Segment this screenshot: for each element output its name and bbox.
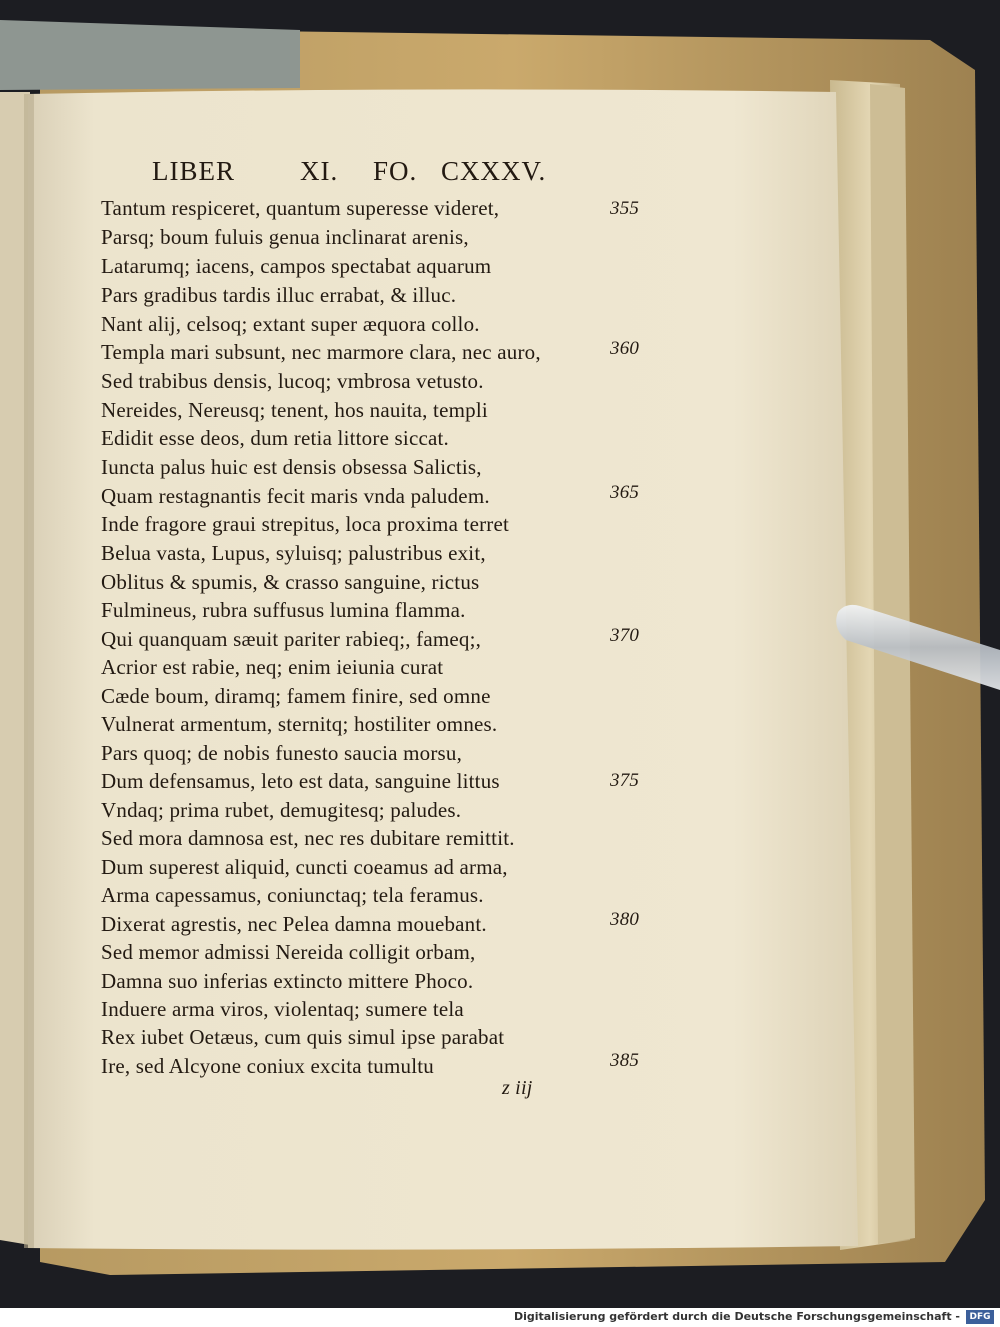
verse-line: Latarumq; iacens, campos spectabat aquarum xyxy=(101,254,492,278)
verse-line: Sed mora damnosa est, nec res dubitare remittit. xyxy=(101,826,515,850)
dfg-logo: DFG xyxy=(966,1310,994,1324)
verse-line: Qui quanquam sæuit pariter rabieq;, fameq;, xyxy=(101,627,482,651)
running-head-number: XI. xyxy=(300,156,339,186)
verse-line: Parsq; boum fuluis genua inclinarat arenis, xyxy=(101,225,469,249)
verse-line: Pars gradibus tardis illuc errabat, & illuc. xyxy=(101,283,457,307)
running-head-folio-label: FO. xyxy=(373,156,418,186)
verse-line: Vulnerat armentum, sternitq; hostiliter omnes. xyxy=(101,712,498,736)
verse-line: Damna suo inferias extincto mittere Phoco. xyxy=(101,969,474,993)
signature-mark: z iij xyxy=(502,1077,533,1099)
verse-line: Nant alij, celsoq; extant super æquora collo. xyxy=(101,312,480,336)
verse-line: Cæde boum, diramq; famem finire, sed omne xyxy=(101,684,491,708)
verse-line: Sed memor admissi Nereida colligit orbam, xyxy=(101,940,476,964)
verse-line: Inde fragore graui strepitus, loca proxima terret xyxy=(101,512,510,536)
verse-line: Oblitus & spumis, & crasso sanguine, rictus xyxy=(101,570,480,594)
line-number: 370 xyxy=(610,625,640,646)
verse-line: Quam restagnantis fecit maris vnda paludem. xyxy=(101,484,490,508)
line-number: 375 xyxy=(610,770,640,791)
verse-line: Tantum respiceret, quantum superesse videret, xyxy=(101,196,500,220)
verse-line: Nereides, Nereusq; tenent, hos nauita, templi xyxy=(101,398,488,422)
line-number: 365 xyxy=(610,482,640,503)
running-head-book: LIBER xyxy=(152,156,235,186)
verse-line: Induere arma viros, violentaq; sumere tela xyxy=(101,997,464,1021)
credit-bar xyxy=(0,1308,1000,1327)
credit-text: Digitalisierung gefördert durch die Deutsche Forschungsgemeinschaft - xyxy=(513,1310,960,1323)
verse-line: Rex iubet Oetæus, cum quis simul ipse parabat xyxy=(101,1025,505,1049)
verse-line: Acrior est rabie, neq; enim ieiunia curat xyxy=(101,655,444,679)
verse-line: Vndaq; prima rubet, demugitesq; paludes. xyxy=(101,798,462,822)
verse-line: Ire, sed Alcyone coniux excita tumultu xyxy=(101,1054,435,1078)
line-number: 360 xyxy=(610,338,640,359)
verse-line: Fulmineus, rubra suffusus lumina flamma. xyxy=(101,598,466,622)
verse-line: Dum defensamus, leto est data, sanguine littus xyxy=(101,769,500,793)
line-number: 355 xyxy=(610,198,640,219)
running-head-folio-number: CXXXV. xyxy=(441,156,547,186)
verse-line: Iuncta palus huic est densis obsessa Salictis, xyxy=(101,455,482,479)
verse-line: Arma capessamus, coniunctaq; tela feramus. xyxy=(101,883,484,907)
verse-line: Dum superest aliquid, cuncti coeamus ad arma, xyxy=(101,855,508,879)
verse-line: Edidit esse deos, dum retia littore siccat. xyxy=(101,426,450,450)
line-number: 385 xyxy=(610,1050,640,1071)
verse-line: Pars quoq; de nobis funesto saucia morsu, xyxy=(101,741,463,765)
verse-line: Templa mari subsunt, nec marmore clara, nec auro, xyxy=(101,340,541,364)
verse-line: Sed trabibus densis, lucoq; vmbrosa vetusto. xyxy=(101,369,484,393)
verse-line: Belua vasta, Lupus, syluisq; palustribus exit, xyxy=(101,541,486,565)
line-number: 380 xyxy=(610,909,640,930)
verse-line: Dixerat agrestis, nec Pelea damna mouebant. xyxy=(101,912,487,936)
